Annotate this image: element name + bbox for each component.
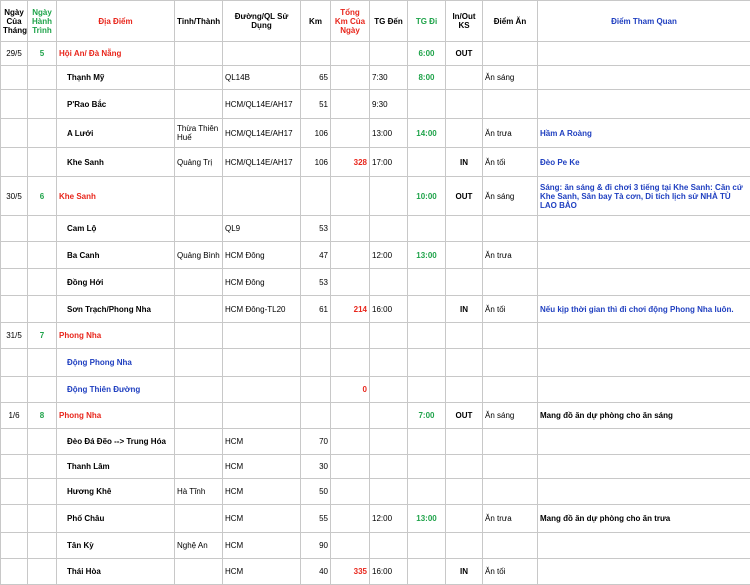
cell-inout <box>446 479 483 505</box>
cell-duong: QL14B <box>223 66 301 90</box>
cell-hanh-trinh <box>28 455 57 479</box>
cell-tg-den: 7:30 <box>370 66 408 90</box>
cell-ngay <box>1 429 28 455</box>
cell-km <box>301 177 331 216</box>
cell-dia-diem: Khe Sanh <box>57 148 175 177</box>
cell-diem-an <box>483 533 538 559</box>
cell-tg-den: 9:30 <box>370 90 408 119</box>
cell-diem-an: Ăn trưa <box>483 505 538 533</box>
cell-hanh-trinh <box>28 377 57 403</box>
cell-tinh <box>175 90 223 119</box>
cell-ngay <box>1 479 28 505</box>
cell-tinh: Quảng Bình <box>175 242 223 269</box>
cell-tham-quan <box>538 42 750 66</box>
cell-duong: HCM/QL14E/AH17 <box>223 90 301 119</box>
cell-hanh-trinh <box>28 242 57 269</box>
cell-duong: HCM <box>223 533 301 559</box>
cell-duong: HCM <box>223 559 301 585</box>
cell-tg-di <box>408 216 446 242</box>
cell-duong: HCM <box>223 429 301 455</box>
cell-km: 40 <box>301 559 331 585</box>
cell-tinh <box>175 42 223 66</box>
cell-hanh-trinh: 6 <box>28 177 57 216</box>
cell-ngay <box>1 455 28 479</box>
cell-tham-quan: Đèo Pe Ke <box>538 148 750 177</box>
cell-duong: HCM Đông <box>223 269 301 296</box>
cell-tinh <box>175 455 223 479</box>
cell-km <box>301 377 331 403</box>
cell-km: 55 <box>301 505 331 533</box>
cell-tham-quan <box>538 559 750 585</box>
cell-duong <box>223 403 301 429</box>
cell-hanh-trinh <box>28 90 57 119</box>
cell-tg-di: 14:00 <box>408 119 446 148</box>
cell-hanh-trinh <box>28 269 57 296</box>
cell-dia-diem: Động Phong Nha <box>57 349 175 377</box>
cell-tg-den <box>370 377 408 403</box>
cell-tinh <box>175 323 223 349</box>
cell-diem-an: Ăn trưa <box>483 242 538 269</box>
cell-tong-km <box>331 479 370 505</box>
cell-km <box>301 349 331 377</box>
cell-hanh-trinh: 5 <box>28 42 57 66</box>
cell-dia-diem: Khe Sanh <box>57 177 175 216</box>
cell-tham-quan: Hầm A Roàng <box>538 119 750 148</box>
cell-tham-quan <box>538 66 750 90</box>
cell-inout: IN <box>446 559 483 585</box>
cell-tham-quan: Mang đồ ăn dự phòng cho ăn sáng <box>538 403 750 429</box>
cell-tong-km: 0 <box>331 377 370 403</box>
cell-hanh-trinh: 8 <box>28 403 57 429</box>
cell-ngay <box>1 349 28 377</box>
cell-inout <box>446 429 483 455</box>
cell-ngay <box>1 505 28 533</box>
cell-km <box>301 42 331 66</box>
cell-tg-den: 17:00 <box>370 148 408 177</box>
cell-hanh-trinh <box>28 479 57 505</box>
cell-ngay: 31/5 <box>1 323 28 349</box>
cell-hanh-trinh <box>28 66 57 90</box>
header-diem-an: Điểm Ăn <box>483 1 538 42</box>
cell-ngay <box>1 148 28 177</box>
cell-dia-diem: Thái Hòa <box>57 559 175 585</box>
cell-dia-diem: Phong Nha <box>57 403 175 429</box>
cell-ngay <box>1 533 28 559</box>
cell-inout <box>446 505 483 533</box>
cell-tg-di: 6:00 <box>408 42 446 66</box>
cell-dia-diem: Đồng Hới <box>57 269 175 296</box>
cell-km: 90 <box>301 533 331 559</box>
cell-duong: HCM Đông <box>223 242 301 269</box>
header-duong: Đường/QL Sử Dụng <box>223 1 301 42</box>
cell-duong <box>223 42 301 66</box>
cell-hanh-trinh <box>28 559 57 585</box>
cell-tham-quan <box>538 349 750 377</box>
cell-inout <box>446 66 483 90</box>
cell-tong-km <box>331 505 370 533</box>
cell-dia-diem: Hương Khê <box>57 479 175 505</box>
cell-tong-km: 328 <box>331 148 370 177</box>
cell-tg-den <box>370 479 408 505</box>
cell-ngay: 29/5 <box>1 42 28 66</box>
cell-km: 53 <box>301 216 331 242</box>
cell-tg-den: 16:00 <box>370 559 408 585</box>
table-row <box>1 242 750 269</box>
cell-ngay <box>1 90 28 119</box>
cell-hanh-trinh <box>28 148 57 177</box>
cell-dia-diem: Thạnh Mỹ <box>57 66 175 90</box>
table-row <box>1 148 750 177</box>
cell-tg-den <box>370 455 408 479</box>
table-row <box>1 377 750 403</box>
cell-ngay <box>1 66 28 90</box>
cell-ngay <box>1 119 28 148</box>
table-row <box>1 403 750 429</box>
cell-duong <box>223 349 301 377</box>
cell-diem-an <box>483 349 538 377</box>
cell-inout: OUT <box>446 177 483 216</box>
cell-duong: HCM <box>223 479 301 505</box>
cell-hanh-trinh <box>28 349 57 377</box>
cell-ngay: 30/5 <box>1 177 28 216</box>
cell-tinh <box>175 377 223 403</box>
cell-diem-an: Ăn tối <box>483 296 538 323</box>
cell-dia-diem: Đèo Đá Đẽo --> Trung Hóa <box>57 429 175 455</box>
cell-km: 53 <box>301 269 331 296</box>
table-row <box>1 296 750 323</box>
cell-dia-diem: Phong Nha <box>57 323 175 349</box>
cell-duong: HCM/QL14E/AH17 <box>223 119 301 148</box>
cell-tinh <box>175 349 223 377</box>
header-tg-den: TG Đến <box>370 1 408 42</box>
cell-tg-den <box>370 216 408 242</box>
cell-hanh-trinh <box>28 296 57 323</box>
cell-tham-quan <box>538 216 750 242</box>
cell-km: 106 <box>301 148 331 177</box>
cell-diem-an: Ăn sáng <box>483 66 538 90</box>
cell-diem-an <box>483 90 538 119</box>
cell-dia-diem: Phố Châu <box>57 505 175 533</box>
cell-km: 51 <box>301 90 331 119</box>
cell-tong-km <box>331 90 370 119</box>
cell-duong: HCM/QL14E/AH17 <box>223 148 301 177</box>
cell-tg-di <box>408 533 446 559</box>
table-row <box>1 90 750 119</box>
cell-tham-quan <box>538 323 750 349</box>
cell-duong <box>223 177 301 216</box>
header-inout: In/Out KS <box>446 1 483 42</box>
cell-tinh <box>175 403 223 429</box>
cell-tinh <box>175 429 223 455</box>
cell-tinh <box>175 559 223 585</box>
cell-km: 70 <box>301 429 331 455</box>
table-row <box>1 455 750 479</box>
cell-dia-diem: Ba Canh <box>57 242 175 269</box>
cell-inout <box>446 377 483 403</box>
cell-tong-km <box>331 403 370 429</box>
cell-inout <box>446 349 483 377</box>
cell-dia-diem: Cam Lộ <box>57 216 175 242</box>
cell-tg-den: 12:00 <box>370 505 408 533</box>
cell-tg-di <box>408 90 446 119</box>
cell-tong-km <box>331 455 370 479</box>
cell-inout: OUT <box>446 403 483 429</box>
cell-inout <box>446 119 483 148</box>
table-row <box>1 42 750 66</box>
cell-tinh <box>175 505 223 533</box>
cell-dia-diem: P'Rao Bắc <box>57 90 175 119</box>
cell-tg-den <box>370 403 408 429</box>
table-row <box>1 505 750 533</box>
cell-tg-di <box>408 455 446 479</box>
cell-ngay <box>1 559 28 585</box>
cell-inout <box>446 455 483 479</box>
cell-tinh <box>175 177 223 216</box>
cell-tong-km <box>331 533 370 559</box>
cell-tinh <box>175 269 223 296</box>
cell-tg-den: 13:00 <box>370 119 408 148</box>
cell-tg-den <box>370 349 408 377</box>
table-row <box>1 269 750 296</box>
cell-hanh-trinh <box>28 505 57 533</box>
cell-tg-di: 7:00 <box>408 403 446 429</box>
cell-tg-den <box>370 177 408 216</box>
cell-km: 61 <box>301 296 331 323</box>
cell-tg-den: 12:00 <box>370 242 408 269</box>
cell-dia-diem: Sơn Trạch/Phong Nha <box>57 296 175 323</box>
table-row <box>1 533 750 559</box>
cell-tg-di <box>408 559 446 585</box>
cell-tg-di <box>408 429 446 455</box>
cell-hanh-trinh: 7 <box>28 323 57 349</box>
cell-tinh: Thừa Thiên Huế <box>175 119 223 148</box>
cell-ngay <box>1 377 28 403</box>
cell-tg-di <box>408 296 446 323</box>
cell-tg-di: 8:00 <box>408 66 446 90</box>
table-row <box>1 119 750 148</box>
cell-hanh-trinh <box>28 119 57 148</box>
header-tg-di: TG Đi <box>408 1 446 42</box>
cell-ngay: 1/6 <box>1 403 28 429</box>
cell-ngay <box>1 242 28 269</box>
cell-tham-quan <box>538 242 750 269</box>
cell-km: 47 <box>301 242 331 269</box>
cell-tg-den <box>370 323 408 349</box>
cell-tinh: Hà Tĩnh <box>175 479 223 505</box>
cell-hanh-trinh <box>28 533 57 559</box>
cell-tong-km <box>331 349 370 377</box>
cell-diem-an: Ăn tối <box>483 559 538 585</box>
cell-tinh <box>175 216 223 242</box>
header-dia-diem: Địa Điểm <box>57 1 175 42</box>
table-row <box>1 479 750 505</box>
cell-duong: HCM <box>223 455 301 479</box>
cell-tinh <box>175 296 223 323</box>
table-row <box>1 177 750 216</box>
cell-diem-an <box>483 269 538 296</box>
cell-km <box>301 323 331 349</box>
cell-tong-km <box>331 429 370 455</box>
header-km: Km <box>301 1 331 42</box>
cell-diem-an: Ăn tối <box>483 148 538 177</box>
cell-tham-quan <box>538 90 750 119</box>
table-row <box>1 216 750 242</box>
cell-tg-den <box>370 42 408 66</box>
cell-tg-di: 13:00 <box>408 505 446 533</box>
header-tham-quan: Điểm Tham Quan <box>538 1 750 42</box>
cell-tg-di <box>408 349 446 377</box>
cell-tham-quan <box>538 533 750 559</box>
cell-dia-diem: Thanh Lâm <box>57 455 175 479</box>
cell-diem-an <box>483 377 538 403</box>
cell-tham-quan <box>538 455 750 479</box>
cell-duong: HCM <box>223 505 301 533</box>
cell-inout <box>446 242 483 269</box>
cell-tinh <box>175 66 223 90</box>
cell-diem-an <box>483 429 538 455</box>
table-row <box>1 349 750 377</box>
cell-hanh-trinh <box>28 216 57 242</box>
cell-dia-diem: Hội An/ Đà Nẵng <box>57 42 175 66</box>
cell-tinh: Nghệ An <box>175 533 223 559</box>
table-row <box>1 559 750 585</box>
cell-duong: HCM Đông-TL20 <box>223 296 301 323</box>
cell-inout <box>446 269 483 296</box>
cell-tong-km <box>331 66 370 90</box>
cell-tg-di: 13:00 <box>408 242 446 269</box>
cell-tong-km <box>331 119 370 148</box>
cell-km <box>301 403 331 429</box>
cell-inout <box>446 533 483 559</box>
cell-km: 65 <box>301 66 331 90</box>
cell-diem-an: Ăn trưa <box>483 119 538 148</box>
cell-inout: OUT <box>446 42 483 66</box>
cell-dia-diem: Tân Kỳ <box>57 533 175 559</box>
cell-inout: IN <box>446 296 483 323</box>
table-row <box>1 323 750 349</box>
cell-inout <box>446 90 483 119</box>
cell-tham-quan <box>538 377 750 403</box>
cell-tham-quan: Mang đồ ăn dự phòng cho ăn trưa <box>538 505 750 533</box>
cell-tg-den: 16:00 <box>370 296 408 323</box>
cell-dia-diem: Động Thiên Đường <box>57 377 175 403</box>
cell-tong-km <box>331 216 370 242</box>
header-hanh-trinh: Ngày Hành Trình <box>28 1 57 42</box>
cell-km: 106 <box>301 119 331 148</box>
cell-inout <box>446 323 483 349</box>
cell-tham-quan <box>538 479 750 505</box>
table-row <box>1 66 750 90</box>
cell-diem-an <box>483 479 538 505</box>
cell-tg-di <box>408 323 446 349</box>
cell-inout: IN <box>446 148 483 177</box>
cell-dia-diem: A Lưới <box>57 119 175 148</box>
cell-tong-km: 214 <box>331 296 370 323</box>
cell-tong-km: 335 <box>331 559 370 585</box>
header-ngay: Ngày Của Tháng <box>1 1 28 42</box>
cell-tong-km <box>331 242 370 269</box>
cell-diem-an: Ăn sáng <box>483 177 538 216</box>
cell-diem-an: Ăn sáng <box>483 403 538 429</box>
cell-tinh: Quảng Trị <box>175 148 223 177</box>
header-tong-km: Tổng Km Của Ngày <box>331 1 370 42</box>
cell-tham-quan: Sáng: ăn sáng & đi chơi 3 tiếng tại Khe Sanh: Căn cứ Khe Sanh, Sân bay Tà cơn, Di tích lịch sử NHÀ TÙ LAO BẢO <box>538 177 750 216</box>
cell-tham-quan <box>538 269 750 296</box>
cell-tong-km <box>331 323 370 349</box>
cell-tong-km <box>331 42 370 66</box>
cell-tong-km <box>331 177 370 216</box>
cell-tg-den <box>370 533 408 559</box>
cell-diem-an <box>483 42 538 66</box>
cell-duong <box>223 323 301 349</box>
header-row <box>1 1 750 42</box>
cell-km: 30 <box>301 455 331 479</box>
cell-diem-an <box>483 216 538 242</box>
cell-duong <box>223 377 301 403</box>
cell-tg-den <box>370 429 408 455</box>
cell-inout <box>446 216 483 242</box>
cell-tg-di <box>408 269 446 296</box>
cell-duong: QL9 <box>223 216 301 242</box>
cell-hanh-trinh <box>28 429 57 455</box>
cell-diem-an <box>483 455 538 479</box>
cell-diem-an <box>483 323 538 349</box>
cell-ngay <box>1 296 28 323</box>
cell-tg-den <box>370 269 408 296</box>
cell-tg-di <box>408 377 446 403</box>
cell-tham-quan <box>538 429 750 455</box>
cell-tg-di: 10:00 <box>408 177 446 216</box>
cell-tg-di <box>408 479 446 505</box>
cell-ngay <box>1 269 28 296</box>
cell-ngay <box>1 216 28 242</box>
cell-km: 50 <box>301 479 331 505</box>
cell-tham-quan: Nếu kịp thời gian thì đi chơi động Phong Nha luôn. <box>538 296 750 323</box>
cell-tong-km <box>331 269 370 296</box>
table-row <box>1 429 750 455</box>
cell-tg-di <box>408 148 446 177</box>
header-tinh: Tỉnh/Thành <box>175 1 223 42</box>
